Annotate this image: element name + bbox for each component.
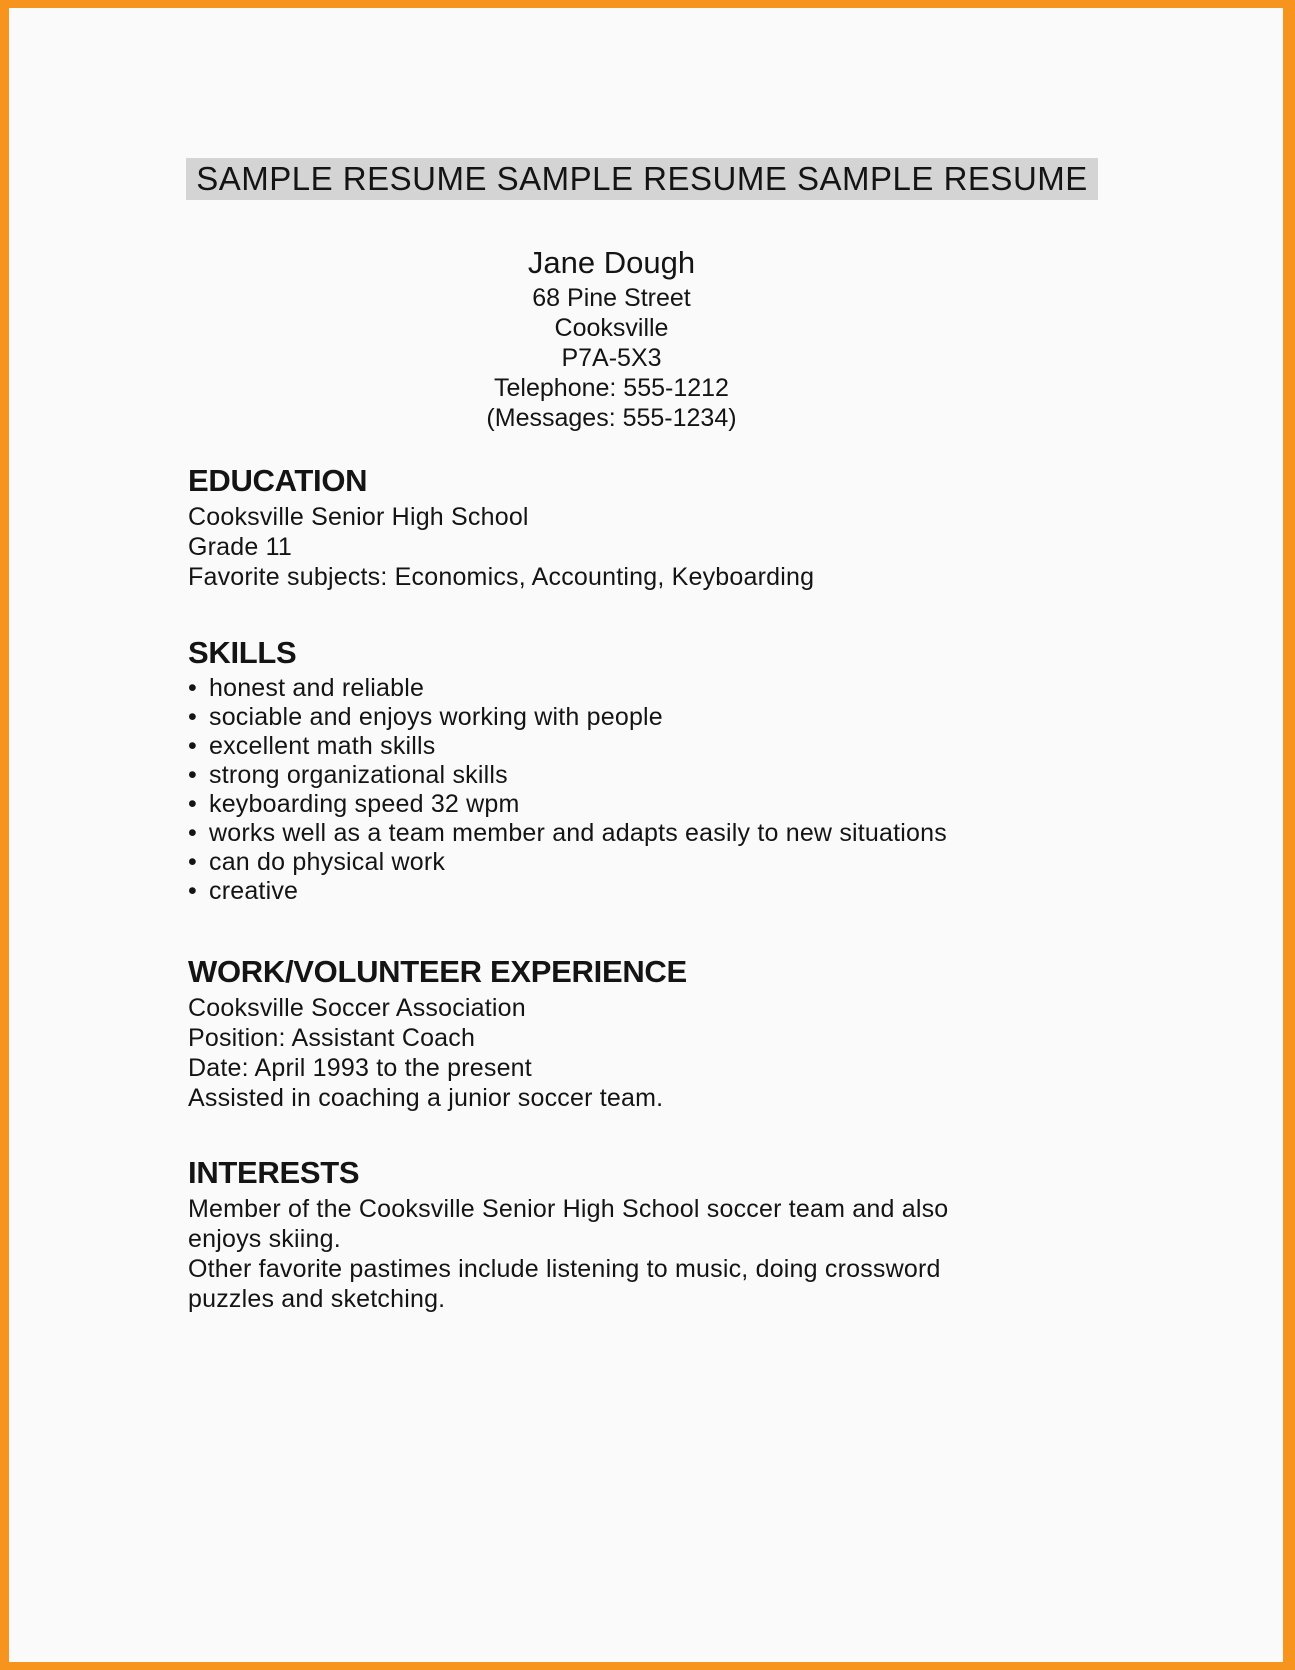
skill-text: works well as a team member and adapts easily to new situations [209,819,947,847]
work-position: Position: Assistant Coach [188,1024,476,1052]
bullet-icon: • [188,790,197,818]
section-interests [188,1156,1088,1314]
telephone-line: Telephone: 555-1212 [494,374,729,402]
skill-text: can do physical work [209,848,446,876]
bullet-icon: • [188,877,197,905]
skill-item [188,819,1088,848]
bullet-icon: • [188,674,197,702]
skill-text: honest and reliable [209,674,425,702]
skill-text: creative [209,877,299,905]
bullet-icon: • [188,732,197,760]
interests-text-line: enjoys skiing. [188,1225,341,1253]
skill-item [188,877,1088,906]
address-postal-code: P7A-5X3 [561,344,662,372]
education-subjects: Favorite subjects: Economics, Accounting, Keyboarding [188,563,815,591]
section-title-skills: SKILLS [188,635,297,670]
bullet-icon: • [188,703,197,731]
work-organization: Cooksville Soccer Association [188,994,526,1022]
messages-line: (Messages: 555-1234) [486,404,737,432]
skill-item [188,848,1088,877]
section-title-interests: INTERESTS [188,1155,360,1190]
section-skills [188,636,1088,906]
skill-text: sociable and enjoys working with people [209,703,663,731]
education-school: Cooksville Senior High School [188,503,529,531]
skill-text: keyboarding speed 32 wpm [209,790,520,818]
bullet-icon: • [188,761,197,789]
skill-item [188,790,1088,819]
section-work-experience [188,955,1088,1113]
person-name: Jane Dough [527,245,696,280]
education-grade: Grade 11 [188,533,292,561]
bullet-icon: • [188,848,197,876]
address-city: Cooksville [554,314,669,342]
address-street: 68 Pine Street [532,284,691,312]
skill-item [188,732,1088,761]
skill-item [188,703,1088,732]
work-date: Date: April 1993 to the present [188,1054,532,1082]
skill-item [188,674,1088,703]
bullet-icon: • [188,819,197,847]
work-description: Assisted in coaching a junior soccer team. [188,1084,664,1112]
section-title-education: EDUCATION [188,463,368,498]
interests-text-line: Member of the Cooksville Senior High School soccer team and also [188,1195,949,1223]
section-education [188,464,1088,592]
skill-item [188,761,1088,790]
skill-text: strong organizational skills [209,761,508,789]
section-title-work-experience: WORK/VOLUNTEER EXPERIENCE [188,954,687,989]
sample-resume-banner: SAMPLE RESUME SAMPLE RESUME SAMPLE RESUME [186,158,1098,200]
interests-text-line: puzzles and sketching. [188,1285,446,1313]
contact-header [188,243,1035,433]
skill-text: excellent math skills [209,732,436,760]
interests-text-line: Other favorite pastimes include listening to music, doing crossword [188,1255,941,1283]
resume-page [9,8,1283,1662]
